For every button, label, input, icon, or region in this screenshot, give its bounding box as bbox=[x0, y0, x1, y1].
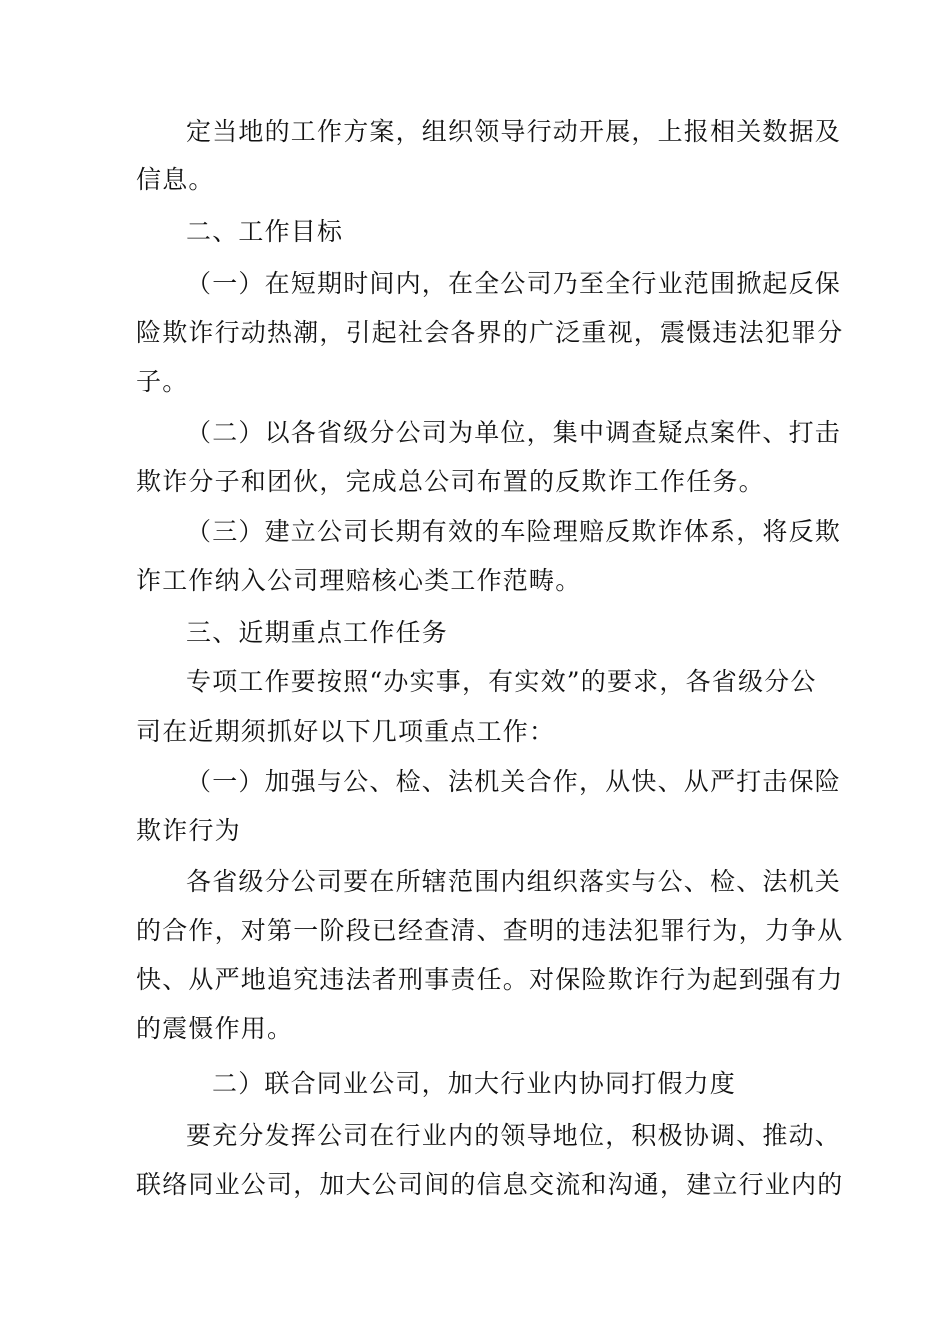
text-line: （二）以各省级分公司为单位，集中调查疑点案件、打击 bbox=[186, 418, 842, 447]
text-line: 快、从严地追究违法者刑事责任。对保险欺诈行为起到强有力 bbox=[136, 965, 844, 994]
text-line: 险欺诈行动热潮，引起社会各界的广泛重视，震慑违法犯罪分 bbox=[136, 318, 844, 347]
subsection-heading: （一）加强与公、检、法机关合作，从快、从严打击保险 bbox=[186, 767, 842, 796]
section-heading: 三、近期重点工作任务 bbox=[186, 618, 449, 647]
text-line: 各省级分公司要在所辖范围内组织落实与公、检、法机关 bbox=[186, 867, 842, 896]
text-line: （三）建立公司长期有效的车险理赔反欺诈体系，将反欺 bbox=[186, 517, 842, 546]
section-heading: 二、工作目标 bbox=[186, 217, 344, 246]
text-line: 要充分发挥公司在行业内的领导地位，积极协调、推动、 bbox=[186, 1121, 842, 1150]
text-line: 定当地的工作方案，组织领导行动开展，上报相关数据及 bbox=[186, 117, 842, 146]
subsection-heading: 二）联合同业公司，加大行业内协同打假力度 bbox=[212, 1069, 737, 1098]
text-line: 的震慑作用。 bbox=[136, 1014, 294, 1043]
text-line: 的合作，对第一阶段已经查清、查明的违法犯罪行为，力争从 bbox=[136, 916, 844, 945]
text-line: （一）在短期时间内，在全公司乃至全行业范围掀起反保 bbox=[186, 269, 842, 298]
text-line: 欺诈分子和团伙，完成总公司布置的反欺诈工作任务。 bbox=[136, 467, 765, 496]
text-line: 专项工作要按照“办实事，有实效”的要求，各省级分公 bbox=[186, 667, 817, 696]
subsection-heading: 欺诈行为 bbox=[136, 816, 241, 845]
text-line: 司在近期须抓好以下几项重点工作： bbox=[136, 717, 556, 746]
text-line: 信息。 bbox=[136, 165, 215, 194]
text-line: 子。 bbox=[136, 367, 189, 396]
text-line: 诈工作纳入公司理赔核心类工作范畴。 bbox=[136, 566, 582, 595]
text-line: 联络同业公司，加大公司间的信息交流和沟通，建立行业内的 bbox=[136, 1170, 844, 1199]
